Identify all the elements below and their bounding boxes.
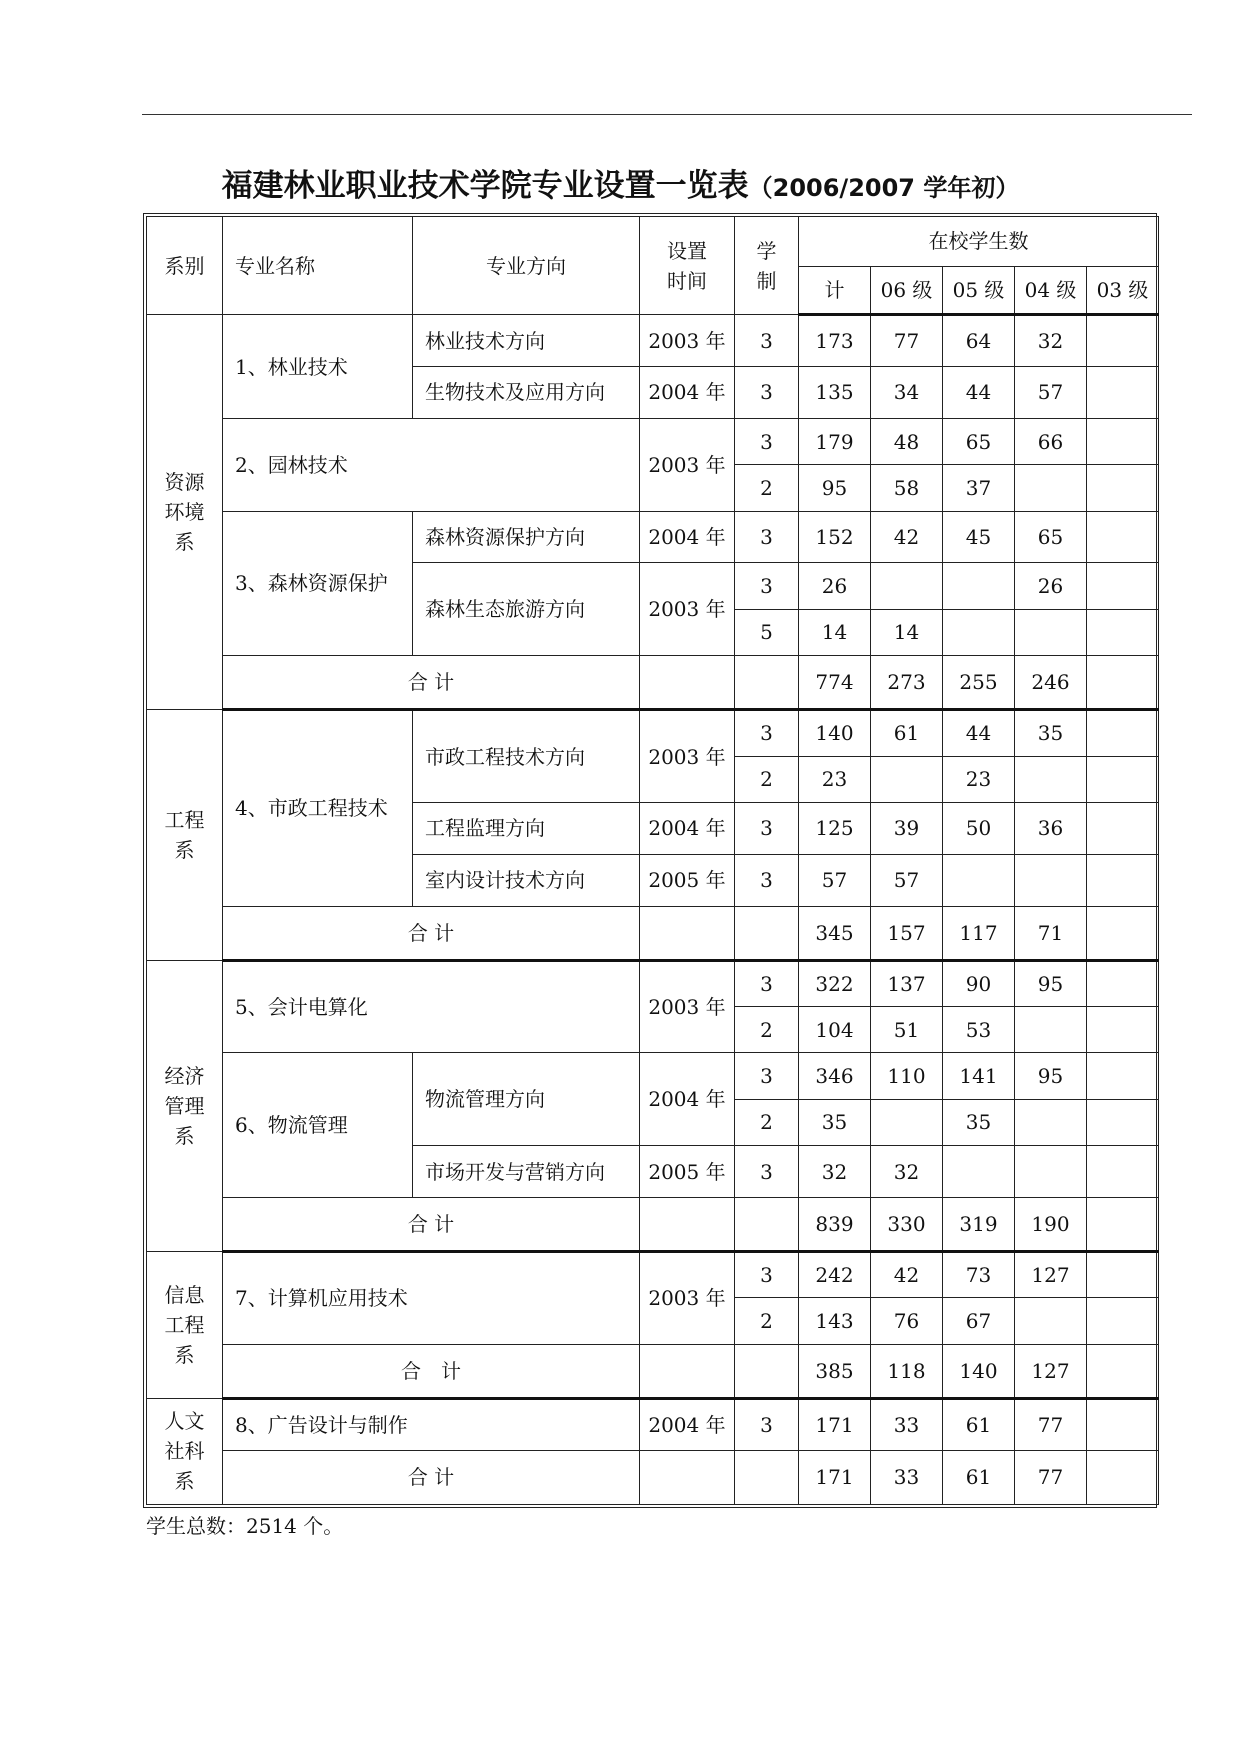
subtotal-time-cell (640, 1450, 735, 1504)
major-name-cell: 6、物流管理 (223, 1053, 413, 1198)
subtotal-grade-03 (1087, 906, 1159, 960)
grade-06-cell: 14 (871, 609, 943, 655)
total-cell: 125 (799, 802, 871, 854)
subtotal-total: 345 (799, 906, 871, 960)
table-row (147, 710, 1159, 756)
grade-06-cell: 51 (871, 1007, 943, 1053)
subtotal-label: 合 计 (223, 1197, 640, 1251)
grade-03-cell (1087, 1298, 1159, 1344)
header-enrolled: 在校学生数 (799, 217, 1159, 267)
major-name-cell: 8、广告设计与制作 (223, 1398, 640, 1450)
grade-06-cell: 137 (871, 960, 943, 1006)
total-cell: 242 (799, 1252, 871, 1298)
header-grade-06: 06 级 (871, 266, 943, 315)
grade-05-cell: 44 (943, 367, 1015, 419)
grade-05-cell: 45 (943, 511, 1015, 563)
total-cell: 23 (799, 756, 871, 802)
grade-04-cell: 32 (1015, 315, 1087, 367)
direction-cell: 林业技术方向 (413, 315, 640, 367)
major-name-cell: 1、林业技术 (223, 315, 413, 419)
enrollment-table-frame (143, 213, 1157, 1508)
duration-cell: 2 (735, 1099, 799, 1145)
grade-06-cell: 48 (871, 418, 943, 464)
table-row (147, 1252, 1159, 1298)
subtotal-total: 839 (799, 1197, 871, 1251)
header-major: 专业名称 (223, 217, 413, 315)
grade-04-cell: 36 (1015, 802, 1087, 854)
dept-name-cell: 工程 系 (147, 710, 223, 960)
header-setup-time: 设置 时间 (640, 217, 735, 315)
duration-cell: 5 (735, 609, 799, 655)
grade-04-cell (1015, 1146, 1087, 1198)
setup-time-cell: 2003 年 (640, 315, 735, 367)
grade-06-cell (871, 1099, 943, 1145)
total-cell: 57 (799, 854, 871, 906)
table-row (147, 511, 1159, 563)
grade-05-cell: 65 (943, 418, 1015, 464)
duration-cell: 2 (735, 465, 799, 511)
grade-06-cell (871, 756, 943, 802)
subtotal-grade-05: 61 (943, 1450, 1015, 1504)
subtotal-label: 合 计 (223, 906, 640, 960)
duration-cell: 3 (735, 367, 799, 419)
footer-total: 学生总数：2514 个。 (146, 1514, 344, 1538)
grade-03-cell (1087, 960, 1159, 1006)
grade-04-cell: 127 (1015, 1252, 1087, 1298)
grade-06-cell: 58 (871, 465, 943, 511)
subtotal-label: 合 计 (223, 1450, 640, 1504)
subtotal-row (147, 1450, 1159, 1504)
subtotal-grade-04: 127 (1015, 1344, 1087, 1398)
duration-cell: 3 (735, 1398, 799, 1450)
grade-06-cell: 33 (871, 1398, 943, 1450)
grade-06-cell: 34 (871, 367, 943, 419)
dept-name-cell: 信息 工程 系 (147, 1252, 223, 1399)
grade-04-cell (1015, 1007, 1087, 1053)
dept-name-cell: 资源 环境 系 (147, 315, 223, 710)
header-grade-04: 04 级 (1015, 266, 1087, 315)
subtotal-row (147, 656, 1159, 710)
subtotal-grade-06: 157 (871, 906, 943, 960)
grade-04-cell: 95 (1015, 960, 1087, 1006)
duration-cell: 2 (735, 1007, 799, 1053)
subtotal-duration-cell (735, 1450, 799, 1504)
direction-cell: 森林资源保护方向 (413, 511, 640, 563)
grade-03-cell (1087, 609, 1159, 655)
table-row (147, 960, 1159, 1006)
subtotal-grade-03 (1087, 656, 1159, 710)
grade-06-cell: 32 (871, 1146, 943, 1198)
subtotal-grade-05: 255 (943, 656, 1015, 710)
header-rule (142, 114, 1192, 115)
total-cell: 135 (799, 367, 871, 419)
grade-04-cell (1015, 1298, 1087, 1344)
total-cell: 32 (799, 1146, 871, 1198)
grade-03-cell (1087, 511, 1159, 563)
subtotal-label: 合 计 (223, 1344, 640, 1398)
header-dept: 系别 (147, 217, 223, 315)
setup-time-cell: 2003 年 (640, 563, 735, 656)
subtotal-grade-05: 117 (943, 906, 1015, 960)
table-row (147, 315, 1159, 367)
subtotal-grade-04: 71 (1015, 906, 1087, 960)
subtotal-grade-04: 77 (1015, 1450, 1087, 1504)
major-name-cell: 7、计算机应用技术 (223, 1252, 640, 1345)
duration-cell: 3 (735, 710, 799, 756)
grade-05-cell: 90 (943, 960, 1015, 1006)
duration-cell: 2 (735, 1298, 799, 1344)
grade-05-cell: 64 (943, 315, 1015, 367)
grade-06-cell: 57 (871, 854, 943, 906)
header-grade-05: 05 级 (943, 266, 1015, 315)
table-row (147, 1398, 1159, 1450)
duration-cell: 3 (735, 315, 799, 367)
subtotal-time-cell (640, 906, 735, 960)
subtotal-row (147, 1197, 1159, 1251)
grade-06-cell: 42 (871, 1252, 943, 1298)
setup-time-cell: 2003 年 (640, 1252, 735, 1345)
subtotal-grade-06: 33 (871, 1450, 943, 1504)
grade-06-cell: 39 (871, 802, 943, 854)
grade-05-cell: 44 (943, 710, 1015, 756)
enrollment-table (146, 216, 1159, 1505)
direction-cell: 市场开发与营销方向 (413, 1146, 640, 1198)
setup-time-cell: 2004 年 (640, 511, 735, 563)
subtotal-time-cell (640, 1344, 735, 1398)
direction-cell: 工程监理方向 (413, 802, 640, 854)
grade-05-cell: 53 (943, 1007, 1015, 1053)
grade-05-cell (943, 563, 1015, 609)
grade-04-cell (1015, 854, 1087, 906)
grade-05-cell (943, 609, 1015, 655)
duration-cell: 3 (735, 418, 799, 464)
grade-04-cell: 77 (1015, 1398, 1087, 1450)
grade-03-cell (1087, 315, 1159, 367)
grade-06-cell: 77 (871, 315, 943, 367)
grade-03-cell (1087, 1252, 1159, 1298)
header-total: 计 (799, 266, 871, 315)
grade-06-cell: 61 (871, 710, 943, 756)
duration-cell: 3 (735, 960, 799, 1006)
grade-05-cell: 73 (943, 1252, 1015, 1298)
grade-05-cell (943, 854, 1015, 906)
grade-06-cell (871, 563, 943, 609)
major-name-cell: 2、园林技术 (223, 418, 640, 511)
major-name-cell: 4、市政工程技术 (223, 710, 413, 906)
subtotal-duration-cell (735, 1197, 799, 1251)
table-row (147, 1053, 1159, 1099)
grade-03-cell (1087, 465, 1159, 511)
grade-03-cell (1087, 1146, 1159, 1198)
grade-03-cell (1087, 854, 1159, 906)
duration-cell: 3 (735, 1252, 799, 1298)
grade-04-cell: 57 (1015, 367, 1087, 419)
duration-cell: 3 (735, 563, 799, 609)
duration-cell: 3 (735, 854, 799, 906)
direction-cell: 生物技术及应用方向 (413, 367, 640, 419)
subtotal-grade-03 (1087, 1344, 1159, 1398)
title-subtitle: （2006/2007 学年初） (748, 174, 1020, 202)
grade-03-cell (1087, 563, 1159, 609)
total-cell: 152 (799, 511, 871, 563)
grade-05-cell: 141 (943, 1053, 1015, 1099)
subtotal-duration-cell (735, 656, 799, 710)
total-cell: 35 (799, 1099, 871, 1145)
total-cell: 95 (799, 465, 871, 511)
setup-time-cell: 2003 年 (640, 418, 735, 511)
subtotal-grade-06: 273 (871, 656, 943, 710)
total-cell: 104 (799, 1007, 871, 1053)
grade-04-cell: 35 (1015, 710, 1087, 756)
grade-03-cell (1087, 756, 1159, 802)
total-cell: 140 (799, 710, 871, 756)
duration-cell: 3 (735, 1053, 799, 1099)
table-row (147, 418, 1159, 464)
total-cell: 173 (799, 315, 871, 367)
setup-time-cell: 2003 年 (640, 960, 735, 1053)
grade-03-cell (1087, 1053, 1159, 1099)
subtotal-grade-05: 140 (943, 1344, 1015, 1398)
grade-04-cell (1015, 756, 1087, 802)
total-cell: 346 (799, 1053, 871, 1099)
grade-05-cell: 61 (943, 1398, 1015, 1450)
subtotal-time-cell (640, 656, 735, 710)
subtotal-row (147, 1344, 1159, 1398)
subtotal-duration-cell (735, 1344, 799, 1398)
direction-cell: 物流管理方向 (413, 1053, 640, 1146)
grade-05-cell: 67 (943, 1298, 1015, 1344)
subtotal-grade-03 (1087, 1450, 1159, 1504)
direction-cell: 市政工程技术方向 (413, 710, 640, 803)
setup-time-cell: 2004 年 (640, 1398, 735, 1450)
grade-05-cell: 35 (943, 1099, 1015, 1145)
major-name-cell: 3、森林资源保护 (223, 511, 413, 656)
setup-time-cell: 2004 年 (640, 1053, 735, 1146)
subtotal-time-cell (640, 1197, 735, 1251)
direction-cell: 森林生态旅游方向 (413, 563, 640, 656)
grade-04-cell (1015, 465, 1087, 511)
grade-03-cell (1087, 1099, 1159, 1145)
subtotal-grade-05: 319 (943, 1197, 1015, 1251)
duration-cell: 3 (735, 802, 799, 854)
total-cell: 14 (799, 609, 871, 655)
grade-04-cell: 95 (1015, 1053, 1087, 1099)
grade-04-cell (1015, 609, 1087, 655)
grade-04-cell: 65 (1015, 511, 1087, 563)
setup-time-cell: 2005 年 (640, 854, 735, 906)
major-name-cell: 5、会计电算化 (223, 960, 640, 1053)
total-cell: 179 (799, 418, 871, 464)
setup-time-cell: 2004 年 (640, 802, 735, 854)
subtotal-grade-06: 118 (871, 1344, 943, 1398)
grade-05-cell: 50 (943, 802, 1015, 854)
subtotal-row (147, 906, 1159, 960)
dept-name-cell: 人文 社科 系 (147, 1398, 223, 1504)
subtotal-grade-04: 246 (1015, 656, 1087, 710)
subtotal-grade-03 (1087, 1197, 1159, 1251)
grade-05-cell: 37 (943, 465, 1015, 511)
header-direction: 专业方向 (413, 217, 640, 315)
subtotal-total: 171 (799, 1450, 871, 1504)
grade-06-cell: 110 (871, 1053, 943, 1099)
total-cell: 171 (799, 1398, 871, 1450)
subtotal-grade-06: 330 (871, 1197, 943, 1251)
grade-03-cell (1087, 802, 1159, 854)
grade-06-cell: 42 (871, 511, 943, 563)
grade-04-cell (1015, 1099, 1087, 1145)
direction-cell: 室内设计技术方向 (413, 854, 640, 906)
grade-06-cell: 76 (871, 1298, 943, 1344)
total-cell: 26 (799, 563, 871, 609)
grade-04-cell: 66 (1015, 418, 1087, 464)
grade-03-cell (1087, 1007, 1159, 1053)
dept-name-cell: 经济 管理 系 (147, 960, 223, 1251)
grade-04-cell: 26 (1015, 563, 1087, 609)
table-body (147, 217, 1159, 1505)
setup-time-cell: 2004 年 (640, 367, 735, 419)
subtotal-label: 合 计 (223, 656, 640, 710)
setup-time-cell: 2005 年 (640, 1146, 735, 1198)
grade-03-cell (1087, 1398, 1159, 1450)
title-main: 福建林业职业技术学院专业设置一览表 (221, 168, 749, 204)
total-cell: 322 (799, 960, 871, 1006)
subtotal-total: 774 (799, 656, 871, 710)
page-title (0, 160, 1241, 205)
header-grade-03: 03 级 (1087, 266, 1159, 315)
grade-05-cell (943, 1146, 1015, 1198)
header-duration: 学 制 (735, 217, 799, 315)
subtotal-duration-cell (735, 906, 799, 960)
setup-time-cell: 2003 年 (640, 710, 735, 803)
subtotal-total: 385 (799, 1344, 871, 1398)
grade-03-cell (1087, 418, 1159, 464)
subtotal-grade-04: 190 (1015, 1197, 1087, 1251)
duration-cell: 3 (735, 511, 799, 563)
duration-cell: 3 (735, 1146, 799, 1198)
grade-05-cell: 23 (943, 756, 1015, 802)
grade-03-cell (1087, 710, 1159, 756)
grade-03-cell (1087, 367, 1159, 419)
total-cell: 143 (799, 1298, 871, 1344)
duration-cell: 2 (735, 756, 799, 802)
